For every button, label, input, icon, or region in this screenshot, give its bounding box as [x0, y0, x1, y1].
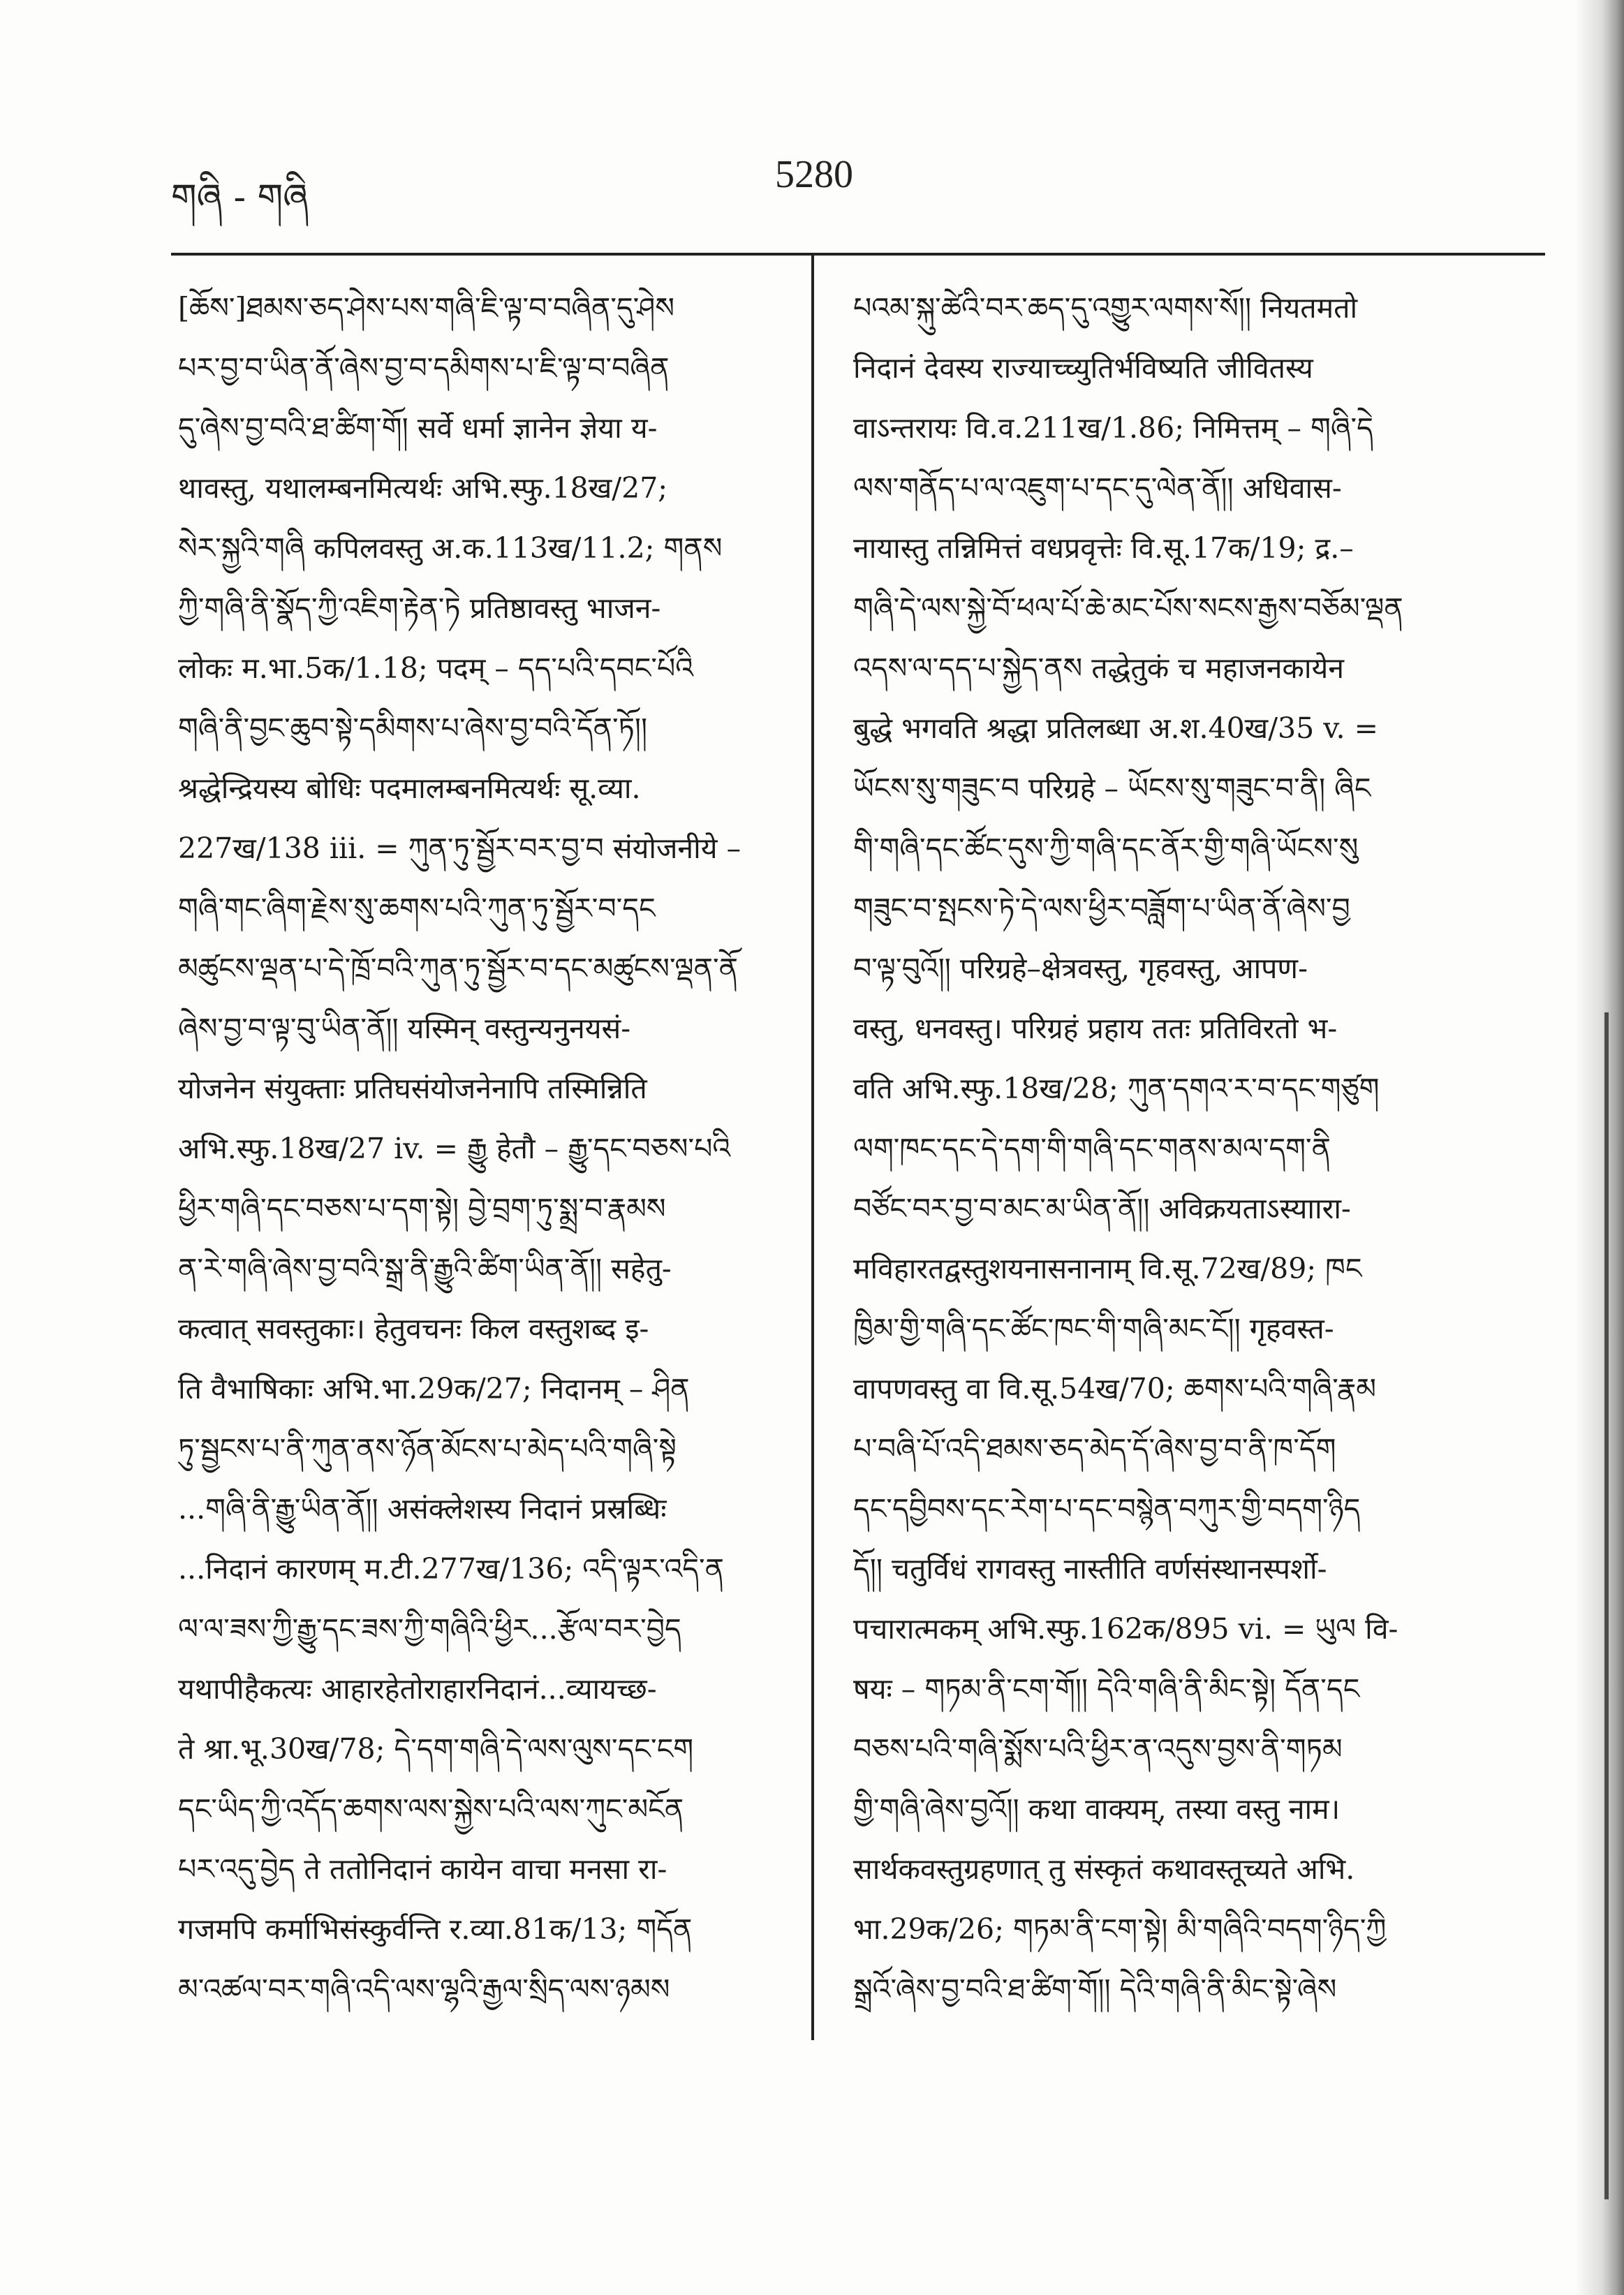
text-line: निदानं देवस्य राज्याच्च्युतिर्भविष्यति जीवितस्य — [853, 351, 1313, 385]
text-line: གྱི་གཞི་ཞེས་བྱའོ།། कथा वाक्यम्, तस्या वस्तु नाम। — [853, 1792, 1341, 1826]
column-divider — [811, 253, 814, 2040]
text-line: ཡོངས་སུ་གཟུང་བ परिग्रहे – ཡོངས་སུ་གཟུང་བ་ནི། ཞིང — [853, 772, 1371, 805]
right-column — [853, 278, 1482, 2019]
text-line: ति वैभाषिकाः अभि.भा.29क/27; निदानम् – ཤིན — [178, 1372, 690, 1405]
text-line: དང་ཡིད་ཀྱི་འདོད་ཆགས་ལས་སྐྱེས་པའི་ལས་ཀུང་མངོན — [178, 1792, 684, 1826]
text-line: གཟུང་བ་སྤངས་ཏེ་དེ་ལས་ཕྱིར་བཟློག་པ་ཡིན་ནོ་ཞེས་བྱ — [853, 892, 1350, 925]
text-line: यथापीहैकत्यः आहारहेतोराहारनिदानं...व्यायच्छ- — [178, 1672, 657, 1706]
text-line: भा.29क/26; གཏམ་ནི་ངག་སྟེ། མི་གཞིའི་བདག་ཉིད་ཀྱི — [853, 1912, 1387, 1946]
text-line: 227ख/138 iii. = ཀུན་ཏུ་སྦྱོར་བར་བྱ་བ संयोजनीये – — [178, 832, 741, 865]
text-line: གཞི་ནི་བྱང་ཆུབ་སྟེ་དམིགས་པ་ཞེས་བྱ་བའི་དོན་ཏོ།། — [178, 711, 648, 745]
text-line: षयः – གཏམ་ནི་ངག་གོ།། དེའི་གཞི་ནི་མིང་སྟེ། དོན་དང — [853, 1672, 1360, 1706]
scan-edge-shadow — [1575, 0, 1624, 2295]
text-line: गजमपि कर्माभिसंस्कुर्वन्ति र.व्या.81क/13; གདོན — [178, 1912, 693, 1946]
left-column — [178, 278, 792, 2019]
text-line: གཞི་གང་ཞིག་རྗེས་སུ་ཆགས་པའི་ཀུན་ཏུ་སྦྱོར་བ་དང — [178, 892, 656, 925]
text-line: ते श्रा.भू.30ख/78; དེ་དག་གཞི་དེ་ལས་ལུས་དང་ངག — [178, 1732, 694, 1766]
text-line: པ་བཞི་པོ་འདི་ཐམས་ཅད་མེད་དོ་ཞེས་བྱ་བ་ནི་ཁ་དོག — [853, 1432, 1336, 1466]
text-line: སྒྲའོ་ཞེས་བྱ་བའི་ཐ་ཚིག་གོ།། དེའི་གཞི་ནི་མིང་སྟེ་ཞེས — [853, 1972, 1337, 2006]
text-line: པའམ་སྐུ་ཚེའི་བར་ཆད་དུ་འགྱུར་ལགས་སོ།། नियतमतो — [853, 291, 1358, 325]
scan-edge-line — [1604, 1012, 1609, 2199]
text-line: མཚུངས་ལྡན་པ་དེ་ཁྲོ་བའི་ཀུན་ཏུ་སྦྱོར་བ་དང་མཚུངས་ལྡན་ནོ — [178, 952, 738, 985]
header-rule — [171, 253, 1545, 256]
text-line: श्रद्धेन्द्रियस्य बोधिः पदमालम्बनमित्यर्थः सू.व्या. — [178, 772, 641, 805]
text-line: नायास्तु तन्निमित्तं वधप्रवृत्तेः वि.सू.17क/19; द्र.– — [853, 531, 1354, 565]
text-line: དུ་ཞེས་བྱ་བའི་ཐ་ཚིག་གོ། सर्वे धर्मा ज्ञानेन ज्ञेया य- — [178, 411, 658, 445]
text-line: ཞེས་བྱ་བ་ལྟ་བུ་ཡིན་ནོ།། यस्मिन् वस्तुन्यनुनयसं- — [178, 1012, 631, 1045]
text-line: योजनेन संयुक्ताः प्रतिघसंयोजनेनापि तस्मिन्निति — [178, 1072, 647, 1105]
text-line: ལས་གནོད་པ་ལ་འཇུག་པ་དང་དུ་ལེན་ནོ།། अधिवास- — [853, 471, 1342, 505]
text-line: लोकः म.भा.5क/1.18; पदम् – དད་པའི་དབང་པོའི — [178, 651, 694, 685]
text-line: सार्थकवस्तुग्रहणात् तु संस्कृतं कथावस्तूच्यते अभि. — [853, 1852, 1355, 1886]
text-line: བ་ལྟ་བུའོ།། परिग्रहे–क्षेत्रवस्तु, गृहवस्तु, आपण- — [853, 952, 1308, 985]
text-line: वति अभि.स्फु.18ख/28; ཀུན་དགའ་ར་བ་དང་གཙུག — [853, 1072, 1380, 1105]
text-line: [ཆོས་]ཐམས་ཅད་ཤེས་པས་གཞི་ཇི་ལྟ་བ་བཞིན་དུ་ཤེས — [178, 291, 674, 325]
text-line: གི་གཞི་དང་ཚོང་དུས་ཀྱི་གཞི་དང་ནོར་གྱི་གཞི་ཡོངས་སུ — [853, 832, 1359, 865]
text-line: འདས་ལ་དད་པ་སྐྱེད་ནས तद्धेतुकं च महाजनकायेन — [853, 651, 1345, 685]
text-line: अभि.स्फु.18ख/27 iv. = རྒྱུ हेतौ – རྒྱུ་དང་བཅས་པའི — [178, 1132, 731, 1165]
text-line: बुद्धे भगवति श्रद्धा प्रतिलब्धा अ.श.40ख/35 v. = — [853, 711, 1378, 745]
running-head: གཞི - གཞི — [171, 177, 309, 219]
text-line: वापणवस्तु वा वि.सू.54ख/70; ཆགས་པའི་གཞི་རྣམ — [853, 1372, 1376, 1405]
text-line: मविहारतद्वस्तुशयनासनानाम् वि.सू.72ख/89; ཁང — [853, 1252, 1362, 1285]
text-line: वाऽन्तरायः वि.व.211ख/1.86; निमित्तम् – གཞི་དེ — [853, 411, 1373, 445]
text-line: ལ་ལ་ཟས་ཀྱི་རྒྱུ་དང་ཟས་ཀྱི་གཞིའི་ཕྱིར...རྩོལ་བར་བྱེད — [178, 1612, 681, 1646]
text-line: ལག་ཁང་དང་དེ་དག་གི་གཞི་དང་གནས་མལ་དག་ནི — [853, 1132, 1331, 1165]
text-line: कत्वात् सवस्तुकाः। हेतुवचनः किल वस्तुशब्द इ- — [178, 1312, 649, 1345]
text-line: བཅས་པའི་གཞི་སྨོས་པའི་ཕྱིར་ན་འདུས་བྱས་ནི་གཏམ — [853, 1732, 1343, 1766]
text-line: ...निदानं कारणम् म.टी.277ख/136; འདི་ལྟར་འདི་ན — [178, 1552, 724, 1586]
text-line: མ་འཚལ་བར་གཞི་འདི་ལས་ལྷའི་རྒྱལ་སྲིད་ལས་ཉམས — [178, 1972, 670, 2006]
text-line: པར་བྱ་བ་ཡིན་ནོ་ཞེས་བྱ་བ་དམིགས་པ་ཇི་ལྟ་བ་བཞིན — [178, 351, 670, 385]
text-line: དང་དབྱིབས་དང་རེག་པ་དང་བསྙེན་བཀུར་གྱི་བདག་ཉིད — [853, 1492, 1361, 1526]
text-line: སེར་སྐྱའི་གཞི कपिलवस्तु अ.क.113ख/11.2; གནས — [178, 531, 723, 565]
text-line: པར་འདུ་བྱེད ते ततोनिदानं कायेन वाचा मनसा रा- — [178, 1852, 667, 1886]
text-line: གཞི་དེ་ལས་སྐྱེ་བོ་ཕལ་པོ་ཆེ་མང་པོས་སངས་རྒྱས་བཅོམ་ལྡན — [853, 591, 1403, 625]
text-line: ཕྱིར་གཞི་དང་བཅས་པ་དག་སྟེ། བྱེ་བྲག་ཏུ་སྨྲ་བ་རྣམས — [178, 1192, 666, 1225]
text-line: བཙོང་བར་བྱ་བ་མང་མ་ཡིན་ནོ།། अविक्रयताऽस्याारा- — [853, 1192, 1351, 1225]
text-line: थावस्तु, यथालम्बनमित्यर्थः अभि.स्फु.18ख/27; — [178, 471, 668, 505]
text-line: वस्तु, धनवस्तु। परिग्रहं प्रहाय ततः प्रतिविरतो भ- — [853, 1012, 1338, 1045]
page-number: 5280 — [775, 153, 853, 196]
text-line: ཏུ་སྦྱངས་པ་ནི་ཀུན་ནས་ཉོན་མོངས་པ་མེད་པའི་གཞི་སྟེ — [178, 1432, 677, 1466]
text-line: ན་རེ་གཞི་ཞེས་བྱ་བའི་སྒྲ་ནི་རྒྱུའི་ཚིག་ཡིན་ནོ།། सहेतु- — [178, 1252, 672, 1285]
text-line: ཀྱི་གཞི་ནི་སྣོད་ཀྱི་འཇིག་རྟེན་ཏེ प्रतिष्ठावस्तु भाजन- — [178, 591, 661, 625]
text-line: ཁྱིམ་གྱི་གཞི་དང་ཚོང་ཁང་གི་གཞི་མང་ངོ།། गृहवस्त- — [853, 1312, 1334, 1345]
text-line: ...གཞི་ནི་རྒྱུ་ཡིན་ནོ།། असंक्लेशस्य निदानं प्रस्रब्धिः — [178, 1492, 667, 1526]
text-line: पचारात्मकम् अभि.स्फु.162क/895 vi. = ཡུལ वि- — [853, 1612, 1398, 1646]
text-line: དོ།། चतुर्विधं रागवस्तु नास्तीति वर्णसंस्थानस्पर्शो- — [853, 1552, 1327, 1586]
